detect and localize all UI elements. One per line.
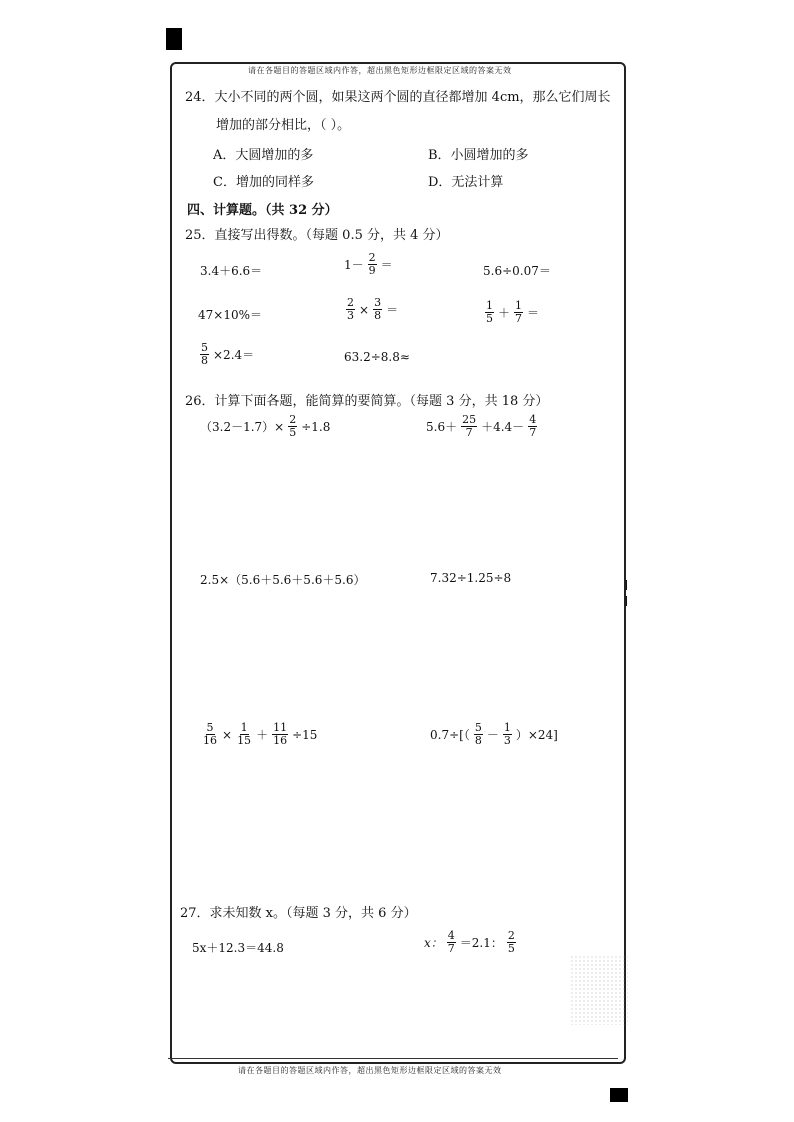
operator: ＋ [256, 728, 269, 742]
fraction [447, 930, 456, 955]
q26-expr-2-mid: ＋4.4－ [481, 420, 525, 434]
fraction [272, 722, 288, 747]
q25-expr-1 [200, 262, 262, 279]
fraction [346, 297, 355, 322]
scan-noise [570, 955, 628, 1025]
denominator: 7 [447, 942, 455, 955]
numerator: 11 [273, 721, 288, 734]
numerator: 1 [503, 721, 511, 734]
operator: × [222, 727, 233, 742]
q26-expr-1-post: ÷1.8 [301, 419, 331, 434]
numerator: 1 [515, 299, 523, 312]
q26-expr-3-text: 2.5×（5.6＋5.6＋5.6＋5.6） [200, 573, 366, 587]
numerator: 3 [374, 296, 382, 309]
footer-divider [168, 1058, 618, 1059]
q24-line1: 24．大小不同的两个圆，如果这两个圆的直径都增加 4cm，那么它们周长 [185, 90, 611, 105]
fraction [507, 930, 516, 955]
corner-marker-top-left [166, 28, 182, 50]
q26-expr-4-text: 7.32÷1.25÷8 [430, 571, 512, 585]
fraction [503, 722, 512, 747]
q27-title: 27．求未知数 x。（每题 3 分，共 6 分） [180, 906, 417, 921]
q25-expr-2-post: ＝ [380, 258, 393, 272]
q25-expr-5 [344, 297, 398, 322]
q26-expr-5 [200, 722, 317, 747]
numerator: 2 [368, 251, 376, 264]
denominator: 8 [374, 309, 382, 322]
fraction [236, 722, 252, 747]
denominator: 5 [507, 942, 515, 955]
q26-expr-5-post: ÷15 [292, 727, 318, 742]
q25-expr-3-text: 5.6÷0.07＝ [483, 264, 551, 278]
numerator: 2 [289, 413, 297, 426]
operator: × [359, 302, 370, 317]
fraction [474, 722, 483, 747]
fraction [485, 300, 494, 325]
fraction [200, 342, 209, 367]
denominator: 9 [368, 264, 376, 277]
q25-expr-2-pre: 1－ [344, 258, 364, 272]
q25-expr-2 [344, 252, 393, 277]
numerator: 2 [507, 929, 515, 942]
q26-expr-1-pre: （3.2－1.7）× [200, 420, 285, 434]
fraction [288, 414, 297, 439]
q27-expr-2-mid: ＝2.1： [459, 936, 503, 950]
section4-title: 四、计算题。（共 32 分） [187, 203, 338, 218]
footer-note: 请在各题目的答题区域内作答，超出黑色矩形边框限定区域的答案无效 [238, 1066, 502, 1075]
denominator: 15 [237, 734, 252, 747]
denominator: 7 [515, 312, 523, 325]
q26-expr-2-pre: 5.6＋ [426, 420, 458, 434]
denominator: 3 [347, 309, 354, 322]
q26-expr-6 [430, 722, 558, 747]
q27-expr-2-pre: x： [424, 936, 443, 950]
numerator: 4 [447, 929, 455, 942]
denominator: 5 [289, 426, 297, 439]
numerator: 1 [240, 721, 248, 734]
q25-expr-7-post: ×2.4＝ [213, 348, 255, 362]
numerator: 5 [206, 721, 214, 734]
denominator: 8 [474, 734, 482, 747]
numerator: 1 [486, 299, 493, 312]
q25-expr-4 [198, 306, 262, 323]
fraction [514, 300, 523, 325]
fraction [368, 252, 377, 277]
denominator: 3 [503, 734, 511, 747]
q26-expr-2 [426, 414, 539, 439]
fraction [373, 297, 382, 322]
q24-option-a[interactable]: A．大圆增加的多 [213, 148, 314, 163]
q26-title: 26．计算下面各题，能简算的要简算。（每题 3 分，共 18 分） [185, 394, 549, 409]
q27-expr-1-text: 5x＋12.3＝44.8 [192, 941, 284, 955]
denominator: 16 [273, 734, 288, 747]
fraction [528, 414, 537, 439]
q27-expr-1 [192, 939, 284, 956]
header-note: 请在各题目的答题区域内作答，超出黑色矩形边框限定区域的答案无效 [248, 66, 512, 75]
denominator: 8 [201, 354, 208, 367]
numerator: 5 [201, 341, 208, 354]
equals: ＝ [386, 303, 399, 317]
q25-expr-6 [483, 300, 539, 325]
q27-expr-2 [424, 930, 518, 955]
q25-expr-8-text: 63.2÷8.8≈ [344, 350, 410, 364]
q26-expr-6-post: ）×24] [515, 728, 558, 742]
q25-expr-1-text: 3.4＋6.6＝ [200, 264, 263, 278]
q26-expr-6-pre: 0.7÷[（ [430, 728, 470, 742]
numerator: 2 [347, 296, 354, 309]
q25-expr-3 [483, 262, 551, 279]
denominator: 5 [486, 312, 493, 325]
q26-expr-1 [200, 414, 330, 439]
operator: ＋ [498, 306, 511, 320]
numerator: 4 [529, 413, 537, 426]
q24-line2: 增加的部分相比，（ ）。 [216, 118, 351, 133]
q25-expr-7 [198, 342, 254, 367]
fraction [461, 414, 477, 439]
q24-option-c[interactable]: C．增加的同样多 [213, 175, 314, 190]
q25-expr-4-text: 47×10%＝ [198, 308, 262, 322]
q24-option-b[interactable]: B．小圆增加的多 [428, 148, 529, 163]
denominator: 7 [465, 426, 473, 439]
q26-expr-3 [200, 571, 365, 588]
equals: ＝ [527, 306, 540, 320]
q24-option-d[interactable]: D．无法计算 [428, 175, 504, 190]
q26-expr-4 [430, 571, 511, 585]
denominator: 16 [203, 734, 217, 747]
q25-expr-8 [344, 350, 410, 364]
corner-marker-bottom-right [610, 1088, 628, 1102]
denominator: 7 [529, 426, 537, 439]
q25-title: 25．直接写出得数。（每题 0.5 分，共 4 分） [185, 228, 449, 243]
fraction [202, 722, 218, 747]
q26-expr-6-mid: － [486, 728, 499, 742]
numerator: 25 [462, 413, 477, 426]
numerator: 5 [474, 721, 482, 734]
